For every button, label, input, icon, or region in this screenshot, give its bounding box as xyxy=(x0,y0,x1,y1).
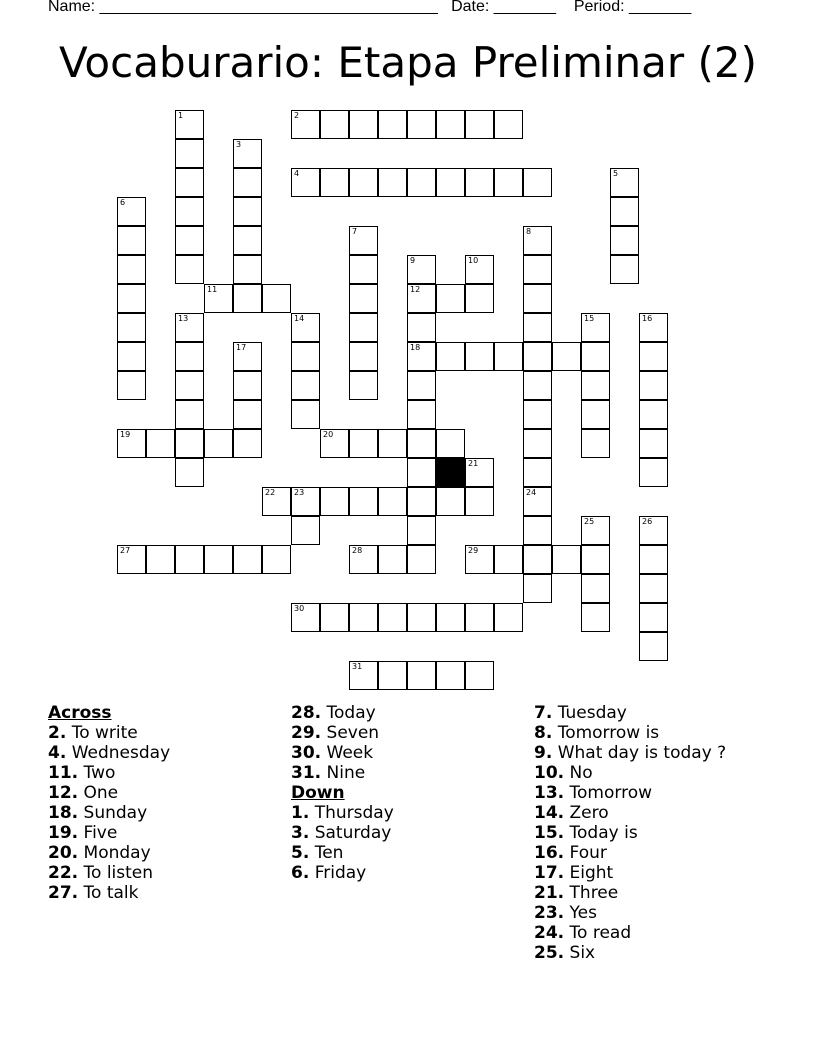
grid-cell[interactable] xyxy=(233,545,262,574)
date-label: Date: xyxy=(451,0,490,15)
across-clue xyxy=(48,843,170,863)
grid-cell[interactable] xyxy=(233,284,262,313)
grid-cell[interactable] xyxy=(291,371,320,400)
clue-column-3 xyxy=(534,703,726,963)
clue-num: 24. xyxy=(534,923,565,943)
clue-text: Zero xyxy=(564,803,609,823)
grid-cell[interactable] xyxy=(581,603,610,632)
clue-number: 15 xyxy=(584,314,595,323)
grid-cell[interactable] xyxy=(523,429,552,458)
clue-number: 11 xyxy=(207,285,218,294)
grid-cell[interactable] xyxy=(407,110,436,139)
grid-cell[interactable] xyxy=(436,429,465,458)
grid-cell[interactable] xyxy=(436,487,465,516)
down-clue xyxy=(291,863,394,883)
grid-cell[interactable] xyxy=(175,255,204,284)
clue-text: Three xyxy=(564,883,619,903)
clue-number: 29 xyxy=(468,546,479,555)
grid-cell[interactable] xyxy=(610,197,639,226)
grid-cell[interactable] xyxy=(175,313,204,342)
grid-cell[interactable] xyxy=(233,168,262,197)
clue-number: 16 xyxy=(642,314,653,323)
grid-cell[interactable] xyxy=(610,226,639,255)
clue-text: Friday xyxy=(309,863,367,883)
grid-cell[interactable] xyxy=(175,226,204,255)
clue-text: To talk xyxy=(78,883,139,903)
grid-cell[interactable] xyxy=(465,661,494,690)
clue-num: 5. xyxy=(291,843,310,863)
clue-text: One xyxy=(78,783,119,803)
page-title: Vocaburario: Etapa Preliminar (2) xyxy=(58,38,758,87)
clue-text: Ten xyxy=(309,843,344,863)
clue-text: Tomorrow is xyxy=(552,723,660,743)
grid-cell[interactable] xyxy=(117,371,146,400)
grid-cell[interactable] xyxy=(233,371,262,400)
grid-cell[interactable] xyxy=(407,255,436,284)
clue-number: 17 xyxy=(236,343,247,352)
grid-cell[interactable] xyxy=(465,487,494,516)
grid-cell[interactable] xyxy=(320,110,349,139)
clue-number: 24 xyxy=(526,488,537,497)
clue-number: 5 xyxy=(613,169,619,178)
grid-cell[interactable] xyxy=(204,545,233,574)
grid-cell[interactable] xyxy=(320,429,349,458)
grid-cell[interactable] xyxy=(349,429,378,458)
clue-num: 20. xyxy=(48,843,79,863)
clue-num: 9. xyxy=(534,743,553,763)
clue-text: Monday xyxy=(78,843,151,863)
grid-cell[interactable] xyxy=(117,429,146,458)
grid-cell[interactable] xyxy=(523,255,552,284)
clue-number: 21 xyxy=(468,459,479,468)
down-clue xyxy=(534,883,726,903)
grid-cell[interactable] xyxy=(523,545,552,574)
grid-cell[interactable] xyxy=(291,110,320,139)
grid-cell[interactable] xyxy=(291,168,320,197)
grid-cell[interactable] xyxy=(378,110,407,139)
clue-num: 27. xyxy=(48,883,79,903)
clue-number: 26 xyxy=(642,517,653,526)
grid-cell[interactable] xyxy=(436,661,465,690)
clue-text: Thursday xyxy=(309,803,394,823)
grid-cell[interactable] xyxy=(610,255,639,284)
clue-number: 20 xyxy=(323,430,334,439)
clue-num: 16. xyxy=(534,843,565,863)
grid-cell[interactable] xyxy=(581,545,610,574)
grid-cell[interactable] xyxy=(465,255,494,284)
clue-num: 11. xyxy=(48,763,79,783)
grid-cell[interactable] xyxy=(494,545,523,574)
grid-cell[interactable] xyxy=(349,371,378,400)
across-heading: Across xyxy=(48,703,112,723)
clue-number: 30 xyxy=(294,604,305,613)
grid-cell[interactable] xyxy=(378,545,407,574)
grid-cell[interactable] xyxy=(494,168,523,197)
grid-cell[interactable] xyxy=(291,313,320,342)
grid-cell[interactable] xyxy=(262,487,291,516)
grid-cell[interactable] xyxy=(407,371,436,400)
clue-number: 19 xyxy=(120,430,131,439)
grid-cell[interactable] xyxy=(378,661,407,690)
clue-number: 14 xyxy=(294,314,305,323)
grid-cell[interactable] xyxy=(552,342,581,371)
grid-cell[interactable] xyxy=(175,545,204,574)
grid-cell[interactable] xyxy=(320,168,349,197)
grid-cell[interactable] xyxy=(436,342,465,371)
grid-cell[interactable] xyxy=(465,342,494,371)
grid-cell[interactable] xyxy=(117,342,146,371)
grid-cell[interactable] xyxy=(407,516,436,545)
grid-cell[interactable] xyxy=(523,458,552,487)
name-blank[interactable]: ______________________________________ xyxy=(99,0,438,15)
clue-num: 6. xyxy=(291,863,310,883)
grid-cell[interactable] xyxy=(291,400,320,429)
clue-num: 21. xyxy=(534,883,565,903)
grid-cell[interactable] xyxy=(407,342,436,371)
across-clue xyxy=(48,723,170,743)
clue-num: 28. xyxy=(291,703,322,723)
grid-cell[interactable] xyxy=(378,168,407,197)
clue-text: To read xyxy=(564,923,632,943)
grid-cell[interactable] xyxy=(378,603,407,632)
clue-num: 7. xyxy=(534,703,553,723)
clue-num: 1. xyxy=(291,803,310,823)
clue-text: Seven xyxy=(321,723,380,743)
clue-number: 4 xyxy=(294,169,300,178)
clue-number: 8 xyxy=(526,227,532,236)
clue-text: To write xyxy=(66,723,138,743)
grid-cell[interactable] xyxy=(175,458,204,487)
clue-num: 3. xyxy=(291,823,310,843)
clue-number: 6 xyxy=(120,198,126,207)
down-clue xyxy=(534,803,726,823)
grid-cell[interactable] xyxy=(465,284,494,313)
grid-cell[interactable] xyxy=(291,603,320,632)
grid-cell[interactable] xyxy=(175,197,204,226)
clue-text: Five xyxy=(78,823,118,843)
grid-cell[interactable] xyxy=(639,603,668,632)
grid-cell[interactable] xyxy=(465,545,494,574)
grid-cell[interactable] xyxy=(204,284,233,313)
clue-num: 30. xyxy=(291,743,322,763)
grid-cell[interactable] xyxy=(175,168,204,197)
grid-cell[interactable] xyxy=(320,603,349,632)
clue-text: Tuesday xyxy=(552,703,627,723)
clue-column-2 xyxy=(291,703,394,883)
clue-text: Yes xyxy=(564,903,597,923)
grid-cell[interactable] xyxy=(523,342,552,371)
clue-text: Nine xyxy=(321,763,366,783)
clue-number: 28 xyxy=(352,546,363,555)
grid-cell[interactable] xyxy=(175,342,204,371)
clue-num: 18. xyxy=(48,803,79,823)
grid-cell[interactable] xyxy=(117,255,146,284)
clue-text: To listen xyxy=(78,863,154,883)
grid-cell[interactable] xyxy=(639,342,668,371)
clue-text: Eight xyxy=(564,863,614,883)
grid-cell[interactable] xyxy=(291,342,320,371)
grid-cell[interactable] xyxy=(349,284,378,313)
grid-cell[interactable] xyxy=(523,226,552,255)
grid-cell[interactable] xyxy=(117,226,146,255)
grid-cell[interactable] xyxy=(407,545,436,574)
clue-number: 3 xyxy=(236,140,242,149)
grid-cell[interactable] xyxy=(552,545,581,574)
grid-cell[interactable] xyxy=(494,110,523,139)
across-clue xyxy=(291,743,394,763)
across-clue xyxy=(48,883,170,903)
down-clue xyxy=(534,743,726,763)
grid-cell[interactable] xyxy=(465,458,494,487)
grid-cell[interactable] xyxy=(639,458,668,487)
period-label: Period: xyxy=(573,0,625,15)
grid-cell[interactable] xyxy=(523,313,552,342)
clue-number: 2 xyxy=(294,111,300,120)
grid-cell[interactable] xyxy=(639,545,668,574)
clue-text: Six xyxy=(564,943,596,963)
clue-text: Wednesday xyxy=(66,743,171,763)
across-clue xyxy=(48,783,170,803)
grid-cell[interactable] xyxy=(639,400,668,429)
clue-number: 13 xyxy=(178,314,189,323)
clue-number: 18 xyxy=(410,343,421,352)
clue-number: 10 xyxy=(468,256,479,265)
grid-cell[interactable] xyxy=(407,429,436,458)
grid-cell[interactable] xyxy=(407,458,436,487)
grid-cell[interactable] xyxy=(175,139,204,168)
across-clue xyxy=(291,703,394,723)
period-blank[interactable]: _______ xyxy=(629,0,692,15)
grid-cell[interactable] xyxy=(291,487,320,516)
clue-num: 31. xyxy=(291,763,322,783)
clue-number: 25 xyxy=(584,517,595,526)
grid-cell[interactable] xyxy=(233,342,262,371)
grid-cell[interactable] xyxy=(523,574,552,603)
across-clue xyxy=(48,763,170,783)
grid-cell[interactable] xyxy=(117,284,146,313)
across-clue xyxy=(291,723,394,743)
grid-cell[interactable] xyxy=(320,487,349,516)
grid-cell[interactable] xyxy=(465,168,494,197)
clue-num: 19. xyxy=(48,823,79,843)
across-clue xyxy=(48,743,170,763)
down-clue xyxy=(534,843,726,863)
down-clue xyxy=(534,723,726,743)
grid-cell[interactable] xyxy=(262,545,291,574)
grid-cell[interactable] xyxy=(523,487,552,516)
down-clue xyxy=(291,843,394,863)
grid-cell[interactable] xyxy=(233,400,262,429)
clue-num: 17. xyxy=(534,863,565,883)
grid-cell[interactable] xyxy=(436,110,465,139)
grid-cell[interactable] xyxy=(233,429,262,458)
clue-num: 23. xyxy=(534,903,565,923)
grid-cell[interactable] xyxy=(581,400,610,429)
grid-cell[interactable] xyxy=(291,516,320,545)
grid-cell[interactable] xyxy=(175,400,204,429)
grid-cell[interactable] xyxy=(436,168,465,197)
grid-cell[interactable] xyxy=(378,429,407,458)
grid-cell[interactable] xyxy=(349,226,378,255)
clue-num: 14. xyxy=(534,803,565,823)
clue-text: Four xyxy=(564,843,607,863)
clue-number: 9 xyxy=(410,256,416,265)
clue-column-1 xyxy=(48,703,170,903)
grid-cell[interactable] xyxy=(436,603,465,632)
grid-cell[interactable] xyxy=(349,545,378,574)
clue-num: 15. xyxy=(534,823,565,843)
down-clue xyxy=(534,783,726,803)
clue-number: 12 xyxy=(410,285,421,294)
grid-cell[interactable] xyxy=(349,661,378,690)
grid-cell[interactable] xyxy=(523,168,552,197)
clue-text: Week xyxy=(321,743,374,763)
clue-num: 13. xyxy=(534,783,565,803)
clue-num: 4. xyxy=(48,743,67,763)
grid-cell[interactable] xyxy=(581,342,610,371)
grid-cell[interactable] xyxy=(523,400,552,429)
grid-cell[interactable] xyxy=(407,313,436,342)
clue-num: 25. xyxy=(534,943,565,963)
across-clue xyxy=(48,803,170,823)
grid-cell[interactable] xyxy=(349,603,378,632)
grid-cell[interactable] xyxy=(349,110,378,139)
grid-cell[interactable] xyxy=(407,284,436,313)
grid-cell[interactable] xyxy=(349,168,378,197)
grid-cell[interactable] xyxy=(204,429,233,458)
clue-text: Saturday xyxy=(309,823,392,843)
down-clue xyxy=(534,703,726,723)
grid-cell[interactable] xyxy=(581,574,610,603)
grid-cell[interactable] xyxy=(610,168,639,197)
down-clue xyxy=(534,863,726,883)
grid-cell[interactable] xyxy=(349,313,378,342)
clue-text: Tomorrow xyxy=(564,783,652,803)
across-clue xyxy=(48,823,170,843)
clue-num: 8. xyxy=(534,723,553,743)
grid-cell[interactable] xyxy=(639,371,668,400)
grid-cell[interactable] xyxy=(349,255,378,284)
clue-text: Today is xyxy=(564,823,638,843)
clue-text: What day is today ? xyxy=(552,743,727,763)
clue-number: 22 xyxy=(265,488,276,497)
date-blank[interactable]: _______ xyxy=(493,0,557,15)
grid-cell[interactable] xyxy=(233,226,262,255)
name-label: Name: xyxy=(48,0,96,15)
clue-text: Sunday xyxy=(78,803,148,823)
grid-cell[interactable] xyxy=(581,429,610,458)
across-clue xyxy=(291,763,394,783)
clue-number: 23 xyxy=(294,488,305,497)
grid-cell[interactable] xyxy=(407,661,436,690)
down-clue xyxy=(534,923,726,943)
grid-cell[interactable] xyxy=(175,429,204,458)
grid-cell[interactable] xyxy=(639,574,668,603)
grid-cell[interactable] xyxy=(378,487,407,516)
down-clue xyxy=(534,903,726,923)
grid-cell[interactable] xyxy=(407,168,436,197)
clue-number: 27 xyxy=(120,546,131,555)
grid-cell[interactable] xyxy=(581,371,610,400)
clue-num: 2. xyxy=(48,723,67,743)
down-clue xyxy=(534,823,726,843)
grid-cell[interactable] xyxy=(436,284,465,313)
grid-cell[interactable] xyxy=(494,603,523,632)
clue-text: Today xyxy=(321,703,376,723)
grid-cell[interactable] xyxy=(494,342,523,371)
down-heading: Down xyxy=(291,783,345,803)
grid-cell[interactable] xyxy=(581,516,610,545)
grid-cell[interactable] xyxy=(639,429,668,458)
clue-number: 31 xyxy=(352,662,363,671)
grid-cell[interactable] xyxy=(349,487,378,516)
grid-cell[interactable] xyxy=(523,516,552,545)
across-clue xyxy=(48,863,170,883)
grid-cell[interactable] xyxy=(465,603,494,632)
grid-cell[interactable] xyxy=(407,487,436,516)
grid-cell[interactable] xyxy=(233,197,262,226)
grid-cell[interactable] xyxy=(233,139,262,168)
clue-text: Two xyxy=(78,763,116,783)
grid-cell[interactable] xyxy=(117,545,146,574)
clue-num: 22. xyxy=(48,863,79,883)
black-square xyxy=(436,458,465,487)
grid-cell[interactable] xyxy=(349,342,378,371)
grid-cell[interactable] xyxy=(117,313,146,342)
down-clue xyxy=(291,823,394,843)
grid-cell[interactable] xyxy=(407,400,436,429)
down-clue xyxy=(534,763,726,783)
clue-text: No xyxy=(564,763,593,783)
grid-cell[interactable] xyxy=(639,516,668,545)
grid-cell[interactable] xyxy=(233,255,262,284)
clue-num: 10. xyxy=(534,763,565,783)
grid-cell[interactable] xyxy=(175,371,204,400)
grid-cell[interactable] xyxy=(146,429,175,458)
down-clue xyxy=(291,803,394,823)
grid-cell[interactable] xyxy=(175,110,204,139)
grid-cell[interactable] xyxy=(407,603,436,632)
grid-cell[interactable] xyxy=(581,313,610,342)
grid-cell[interactable] xyxy=(465,110,494,139)
grid-cell[interactable] xyxy=(262,284,291,313)
grid-cell[interactable] xyxy=(146,545,175,574)
clue-num: 12. xyxy=(48,783,79,803)
grid-cell[interactable] xyxy=(639,313,668,342)
clue-number: 7 xyxy=(352,227,358,236)
grid-cell[interactable] xyxy=(523,284,552,313)
grid-cell[interactable] xyxy=(117,197,146,226)
clue-num: 29. xyxy=(291,723,322,743)
grid-cell[interactable] xyxy=(523,371,552,400)
down-clue xyxy=(534,943,726,963)
grid-cell[interactable] xyxy=(639,632,668,661)
clue-number: 1 xyxy=(178,111,184,120)
